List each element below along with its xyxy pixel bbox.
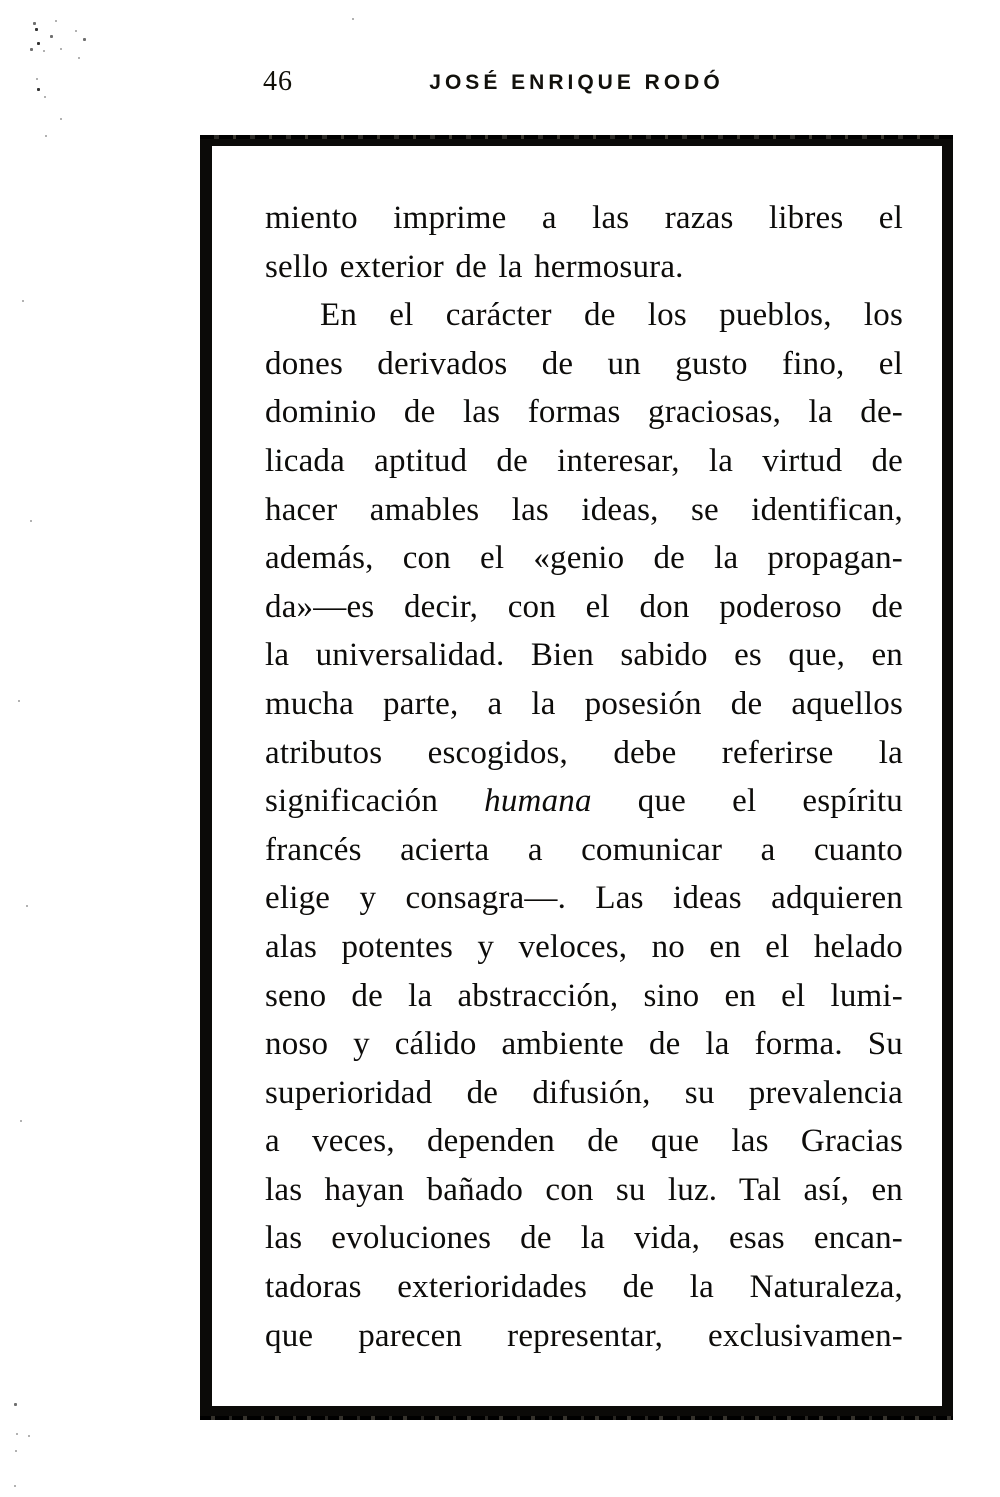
body-text xyxy=(212,146,953,1360)
text-line: atributos escogidos, debe referirse la xyxy=(265,734,903,771)
text-line: a veces, dependen de que las Gracias xyxy=(265,1123,903,1160)
text-line: francés acierta a comunicar a cuanto xyxy=(265,831,903,868)
text-line: noso y cálido ambiente de la forma. Su xyxy=(265,1026,903,1063)
running-header-author: JOSÉ ENRIQUE RODÓ xyxy=(429,71,724,94)
text-line: En el carácter de los pueblos, los xyxy=(320,297,903,334)
text-line: sello exterior de la hermosura. xyxy=(265,248,684,285)
text-line: que parecen representar, exclusivamen- xyxy=(265,1317,903,1354)
text-line: alas potentes y veloces, no en el helado xyxy=(265,928,903,965)
text-line: elige y consagra—. Las ideas adquieren xyxy=(265,880,903,917)
text-line: superioridad de difusión, su prevalencia xyxy=(265,1074,903,1111)
text-line: tadoras exterioridades de la Naturaleza, xyxy=(265,1269,903,1306)
text-line: significación humana que el espíritu xyxy=(265,783,903,820)
text-line: mucha parte, a la posesión de aquellos xyxy=(265,685,903,722)
text-line: además, con el «genio de la propagan- xyxy=(265,540,903,577)
text-line: hacer amables las ideas, se identifican, xyxy=(265,491,903,528)
text-line: dominio de las formas graciosas, la de- xyxy=(265,394,903,431)
text-line: la universalidad. Bien sabido es que, en xyxy=(265,637,903,674)
text-line: las evoluciones de la vida, esas encan- xyxy=(265,1220,903,1257)
page-number: 46 xyxy=(263,66,293,97)
text-line: da»—es decir, con el don poderoso de xyxy=(265,588,903,625)
text-line: dones derivados de un gusto fino, el xyxy=(265,345,903,382)
text-line: las hayan bañado con su luz. Tal así, en xyxy=(265,1171,903,1208)
text-line: seno de la abstracción, sino en el lumi- xyxy=(265,977,903,1014)
text-line: licada aptitud de interesar, la virtud de xyxy=(265,442,903,479)
text-line: miento imprime a las razas libres el xyxy=(265,200,903,236)
